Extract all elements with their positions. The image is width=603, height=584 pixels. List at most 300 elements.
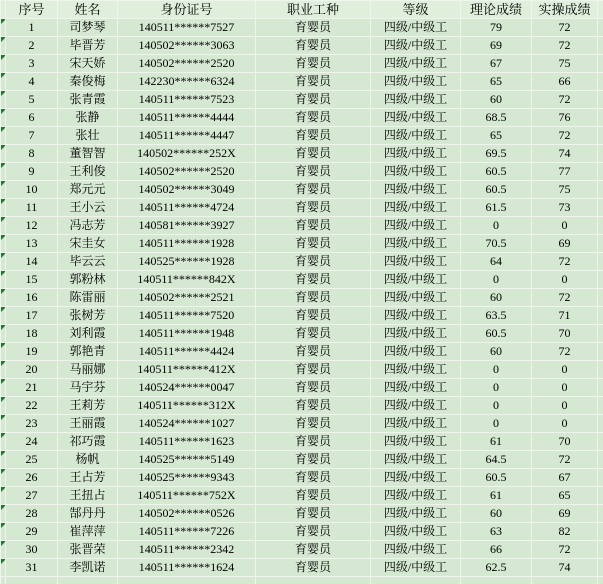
cell-theory-score[interactable]: 60 [461,343,532,361]
left-partial-cell[interactable] [1,163,6,181]
column-header-index[interactable]: 序号 [6,1,58,19]
cell-id-number[interactable]: 140502******2520 [118,163,256,181]
cell-theory-score[interactable]: 64.5 [461,451,532,469]
cell-id-number[interactable]: 140511******4724 [118,199,256,217]
cell-index[interactable]: 1 [6,19,58,37]
cell-occupation[interactable]: 育婴员 [256,487,371,505]
cell-theory-score[interactable]: 60.5 [461,181,532,199]
cell-name[interactable]: 王小云 [58,199,118,217]
cell-practical-score[interactable]: 72 [532,451,598,469]
cell-occupation[interactable]: 育婴员 [256,433,371,451]
cell-theory-score[interactable]: 64 [461,253,532,271]
cell-theory-score[interactable]: 66 [461,541,532,559]
cell-practical-score[interactable]: 72 [532,127,598,145]
cell-id-number[interactable]: 140511******1948 [118,325,256,343]
cell-theory-score[interactable]: 63.5 [461,307,532,325]
right-partial-cell[interactable] [598,253,603,271]
right-partial-cell[interactable] [598,505,603,523]
cell-practical-score[interactable]: 71 [532,307,598,325]
empty-cell[interactable] [461,577,532,584]
right-partial-cell[interactable] [598,127,603,145]
cell-id-number[interactable]: 140511******312X [118,397,256,415]
left-partial-cell[interactable] [1,361,6,379]
cell-index[interactable]: 4 [6,73,58,91]
cell-index[interactable]: 17 [6,307,58,325]
cell-index[interactable]: 11 [6,199,58,217]
cell-theory-score[interactable]: 0 [461,217,532,235]
right-partial-cell[interactable] [598,181,603,199]
right-partial-cell[interactable] [598,487,603,505]
cell-theory-score[interactable]: 65 [461,127,532,145]
cell-grade[interactable]: 四级/中级工 [371,181,461,199]
cell-grade[interactable]: 四级/中级工 [371,109,461,127]
cell-grade[interactable]: 四级/中级工 [371,361,461,379]
cell-theory-score[interactable]: 60 [461,289,532,307]
cell-theory-score[interactable]: 0 [461,361,532,379]
left-partial-cell[interactable] [1,91,6,109]
cell-theory-score[interactable]: 0 [461,379,532,397]
cell-occupation[interactable]: 育婴员 [256,451,371,469]
right-partial-cell[interactable] [598,523,603,541]
cell-practical-score[interactable]: 72 [532,37,598,55]
cell-theory-score[interactable]: 63 [461,523,532,541]
cell-name[interactable]: 杨帆 [58,451,118,469]
cell-occupation[interactable]: 育婴员 [256,19,371,37]
cell-id-number[interactable]: 140525******9343 [118,469,256,487]
left-partial-cell[interactable] [1,181,6,199]
cell-id-number[interactable]: 140511******7523 [118,91,256,109]
cell-id-number[interactable]: 140511******4447 [118,127,256,145]
empty-cell[interactable] [598,577,603,584]
cell-name[interactable]: 祁巧霞 [58,433,118,451]
right-partial-cell[interactable] [598,379,603,397]
left-partial-cell[interactable] [1,469,6,487]
cell-id-number[interactable]: 142230******6324 [118,73,256,91]
error-indicator-triangle [1,289,6,294]
cell-theory-score[interactable]: 61 [461,487,532,505]
left-partial-cell[interactable] [1,145,6,163]
cell-name[interactable]: 王莉芳 [58,397,118,415]
cell-grade[interactable]: 四级/中级工 [371,433,461,451]
cell-theory-score[interactable]: 61 [461,433,532,451]
cell-grade[interactable]: 四级/中级工 [371,469,461,487]
right-partial-cell[interactable] [598,271,603,289]
cell-theory-score[interactable]: 60.5 [461,163,532,181]
cell-occupation[interactable]: 育婴员 [256,523,371,541]
cell-practical-score[interactable]: 74 [532,559,598,577]
cell-occupation[interactable]: 育婴员 [256,271,371,289]
cell-theory-score[interactable]: 65 [461,73,532,91]
cell-practical-score[interactable]: 73 [532,199,598,217]
cell-practical-score[interactable]: 65 [532,487,598,505]
right-partial-cell[interactable] [598,199,603,217]
cell-name[interactable]: 张树芳 [58,307,118,325]
left-partial-cell[interactable] [1,199,6,217]
cell-name[interactable]: 毕云云 [58,253,118,271]
right-partial-cell[interactable] [598,235,603,253]
cell-name[interactable]: 刘利霞 [58,325,118,343]
column-header-id-number[interactable]: 身份证号 [118,1,256,19]
left-partial-cell[interactable] [1,379,6,397]
cell-id-number[interactable]: 140511******2342 [118,541,256,559]
cell-practical-score[interactable]: 75 [532,55,598,73]
cell-index[interactable]: 21 [6,379,58,397]
cell-practical-score[interactable]: 0 [532,397,598,415]
cell-grade[interactable]: 四级/中级工 [371,91,461,109]
left-partial-column-header[interactable] [1,1,6,19]
left-partial-cell[interactable] [1,271,6,289]
cell-theory-score[interactable]: 69.5 [461,145,532,163]
cell-theory-score[interactable]: 60.5 [461,325,532,343]
cell-id-number[interactable]: 140511******842X [118,271,256,289]
cell-grade[interactable]: 四级/中级工 [371,127,461,145]
cell-name[interactable]: 郭艳青 [58,343,118,361]
right-partial-cell[interactable] [598,289,603,307]
cell-grade[interactable]: 四级/中级工 [371,379,461,397]
left-partial-cell[interactable] [1,433,6,451]
cell-index[interactable]: 31 [6,559,58,577]
cell-theory-score[interactable]: 61.5 [461,199,532,217]
left-partial-cell[interactable] [1,451,6,469]
right-partial-cell[interactable] [598,145,603,163]
cell-grade[interactable]: 四级/中级工 [371,487,461,505]
right-partial-cell[interactable] [598,91,603,109]
right-partial-cell[interactable] [598,73,603,91]
cell-practical-score[interactable]: 75 [532,181,598,199]
left-partial-cell[interactable] [1,415,6,433]
left-partial-cell[interactable] [1,127,6,145]
cell-name[interactable]: 张青霞 [58,91,118,109]
cell-id-number[interactable]: 140502******252X [118,145,256,163]
right-partial-cell[interactable] [598,361,603,379]
cell-id-number[interactable]: 140511******7226 [118,523,256,541]
right-partial-cell[interactable] [598,559,603,577]
cell-index[interactable]: 8 [6,145,58,163]
cell-grade[interactable]: 四级/中级工 [371,397,461,415]
cell-theory-score[interactable]: 0 [461,415,532,433]
cell-occupation[interactable]: 育婴员 [256,55,371,73]
cell-occupation[interactable]: 育婴员 [256,145,371,163]
cell-name[interactable]: 马宇芬 [58,379,118,397]
cell-grade[interactable]: 四级/中级工 [371,163,461,181]
left-partial-cell[interactable] [1,487,6,505]
cell-practical-score[interactable]: 69 [532,505,598,523]
cell-theory-score[interactable]: 67 [461,55,532,73]
cell-theory-score[interactable]: 60 [461,505,532,523]
cell-name[interactable]: 张壮 [58,127,118,145]
cell-id-number[interactable]: 140511******7520 [118,307,256,325]
empty-cell[interactable] [532,577,598,584]
cell-id-number[interactable]: 140525******1928 [118,253,256,271]
left-partial-cell[interactable] [1,307,6,325]
cell-practical-score[interactable]: 67 [532,469,598,487]
cell-id-number[interactable]: 140524******1027 [118,415,256,433]
cell-grade[interactable]: 四级/中级工 [371,145,461,163]
cell-practical-score[interactable]: 72 [532,289,598,307]
right-partial-column-header[interactable] [598,1,603,19]
cell-id-number[interactable]: 140502******3063 [118,37,256,55]
left-partial-cell[interactable] [1,73,6,91]
cell-index[interactable]: 9 [6,163,58,181]
right-partial-cell[interactable] [598,55,603,73]
cell-index[interactable]: 25 [6,451,58,469]
cell-name[interactable]: 郑元元 [58,181,118,199]
cell-occupation[interactable]: 育婴员 [256,415,371,433]
left-partial-cell[interactable] [1,559,6,577]
empty-cell[interactable] [58,577,118,584]
right-partial-cell[interactable] [598,343,603,361]
cell-occupation[interactable]: 育婴员 [256,163,371,181]
cell-grade[interactable]: 四级/中级工 [371,199,461,217]
cell-grade[interactable]: 四级/中级工 [371,559,461,577]
cell-id-number[interactable]: 140524******0047 [118,379,256,397]
left-partial-cell[interactable] [1,19,6,37]
cell-name[interactable]: 李凯诺 [58,559,118,577]
left-partial-cell[interactable] [1,55,6,73]
cell-index[interactable]: 22 [6,397,58,415]
cell-name[interactable]: 崔萍萍 [58,523,118,541]
cell-name[interactable]: 王占芳 [58,469,118,487]
cell-index[interactable]: 30 [6,541,58,559]
left-partial-cell[interactable] [1,217,6,235]
column-header-occupation[interactable]: 职业工种 [256,1,371,19]
cell-practical-score[interactable]: 72 [532,541,598,559]
cell-practical-score[interactable]: 0 [532,379,598,397]
cell-index[interactable]: 20 [6,361,58,379]
cell-occupation[interactable]: 育婴员 [256,127,371,145]
cell-occupation[interactable]: 育婴员 [256,181,371,199]
cell-index[interactable]: 5 [6,91,58,109]
cell-index[interactable]: 16 [6,289,58,307]
cell-name[interactable]: 郭粉林 [58,271,118,289]
cell-practical-score[interactable]: 74 [532,145,598,163]
cell-name[interactable]: 张静 [58,109,118,127]
cell-index[interactable]: 27 [6,487,58,505]
cell-occupation[interactable]: 育婴员 [256,289,371,307]
cell-id-number[interactable]: 140511******752X [118,487,256,505]
cell-theory-score[interactable]: 68.5 [461,109,532,127]
cell-occupation[interactable]: 育婴员 [256,325,371,343]
cell-index[interactable]: 12 [6,217,58,235]
cell-occupation[interactable]: 育婴员 [256,505,371,523]
cell-index[interactable]: 18 [6,325,58,343]
cell-practical-score[interactable]: 77 [532,163,598,181]
cell-practical-score[interactable]: 82 [532,523,598,541]
empty-cell[interactable] [118,577,256,584]
cell-name[interactable]: 司梦琴 [58,19,118,37]
cell-index[interactable]: 3 [6,55,58,73]
cell-grade[interactable]: 四级/中级工 [371,55,461,73]
cell-id-number[interactable]: 140511******1624 [118,559,256,577]
cell-grade[interactable]: 四级/中级工 [371,523,461,541]
cell-practical-score[interactable]: 0 [532,415,598,433]
cell-occupation[interactable]: 育婴员 [256,343,371,361]
right-partial-cell[interactable] [598,163,603,181]
cell-grade[interactable]: 四级/中级工 [371,289,461,307]
cell-practical-score[interactable]: 70 [532,433,598,451]
empty-cell[interactable] [371,577,461,584]
cell-practical-score[interactable]: 76 [532,109,598,127]
cell-practical-score[interactable]: 72 [532,253,598,271]
cell-grade[interactable]: 四级/中级工 [371,217,461,235]
right-partial-cell[interactable] [598,397,603,415]
left-partial-cell[interactable] [1,235,6,253]
cell-occupation[interactable]: 育婴员 [256,199,371,217]
cell-id-number[interactable]: 140502******0526 [118,505,256,523]
right-partial-cell[interactable] [598,541,603,559]
right-partial-cell[interactable] [598,109,603,127]
cell-grade[interactable]: 四级/中级工 [371,505,461,523]
cell-grade[interactable]: 四级/中级工 [371,271,461,289]
cell-occupation[interactable]: 育婴员 [256,37,371,55]
right-partial-cell[interactable] [598,307,603,325]
cell-grade[interactable]: 四级/中级工 [371,415,461,433]
cell-name[interactable]: 宋天娇 [58,55,118,73]
cell-name[interactable]: 冯志芳 [58,217,118,235]
cell-practical-score[interactable]: 66 [532,73,598,91]
cell-theory-score[interactable]: 0 [461,271,532,289]
cell-name[interactable]: 毕晋芳 [58,37,118,55]
empty-cell[interactable] [256,577,371,584]
cell-index[interactable]: 10 [6,181,58,199]
cell-practical-score[interactable]: 0 [532,361,598,379]
cell-practical-score[interactable]: 72 [532,19,598,37]
cell-theory-score[interactable]: 60 [461,91,532,109]
cell-name[interactable]: 王丽霞 [58,415,118,433]
cell-theory-score[interactable]: 70.5 [461,235,532,253]
cell-index[interactable]: 23 [6,415,58,433]
cell-grade[interactable]: 四级/中级工 [371,451,461,469]
left-partial-cell[interactable] [1,541,6,559]
cell-index[interactable]: 29 [6,523,58,541]
column-header-name[interactable]: 姓名 [58,1,118,19]
cell-id-number[interactable]: 140502******3049 [118,181,256,199]
cell-occupation[interactable]: 育婴员 [256,379,371,397]
cell-name[interactable]: 王利俊 [58,163,118,181]
left-partial-cell[interactable] [1,109,6,127]
cell-occupation[interactable]: 育婴员 [256,235,371,253]
cell-name[interactable]: 董智智 [58,145,118,163]
cell-occupation[interactable]: 育婴员 [256,253,371,271]
cell-grade[interactable]: 四级/中级工 [371,235,461,253]
cell-id-number[interactable]: 140502******2521 [118,289,256,307]
cell-id-number[interactable]: 140511******4444 [118,109,256,127]
left-partial-cell[interactable] [1,523,6,541]
cell-id-number[interactable]: 140511******7527 [118,19,256,37]
cell-grade[interactable]: 四级/中级工 [371,325,461,343]
cell-grade[interactable]: 四级/中级工 [371,253,461,271]
cell-practical-score[interactable]: 72 [532,91,598,109]
left-partial-cell[interactable] [1,397,6,415]
left-partial-cell[interactable] [1,37,6,55]
cell-occupation[interactable]: 育婴员 [256,109,371,127]
cell-index[interactable]: 7 [6,127,58,145]
cell-name[interactable]: 王扭占 [58,487,118,505]
left-partial-cell[interactable] [1,343,6,361]
cell-index[interactable]: 14 [6,253,58,271]
right-partial-cell[interactable] [598,433,603,451]
cell-grade[interactable]: 四级/中级工 [371,37,461,55]
column-header-grade[interactable]: 等级 [371,1,461,19]
empty-cell[interactable] [6,577,58,584]
cell-index[interactable]: 15 [6,271,58,289]
right-partial-cell[interactable] [598,37,603,55]
cell-grade[interactable]: 四级/中级工 [371,343,461,361]
cell-practical-score[interactable]: 72 [532,343,598,361]
right-partial-cell[interactable] [598,415,603,433]
cell-occupation[interactable]: 育婴员 [256,397,371,415]
cell-name[interactable]: 马丽娜 [58,361,118,379]
right-partial-cell[interactable] [598,217,603,235]
right-partial-cell[interactable] [598,451,603,469]
cell-grade[interactable]: 四级/中级工 [371,73,461,91]
cell-index[interactable]: 2 [6,37,58,55]
cell-name[interactable]: 郜丹丹 [58,505,118,523]
right-partial-cell[interactable] [598,469,603,487]
cell-practical-score[interactable]: 69 [532,235,598,253]
table-row [1,163,603,181]
cell-name[interactable]: 秦俊梅 [58,73,118,91]
cell-id-number[interactable]: 140581******3927 [118,217,256,235]
cell-id-number[interactable]: 140511******1928 [118,235,256,253]
cell-occupation[interactable]: 育婴员 [256,361,371,379]
cell-grade[interactable]: 四级/中级工 [371,541,461,559]
cell-practical-score[interactable]: 0 [532,217,598,235]
cell-index[interactable]: 13 [6,235,58,253]
cell-id-number[interactable]: 140502******2520 [118,55,256,73]
cell-occupation[interactable]: 育婴员 [256,91,371,109]
cell-grade[interactable]: 四级/中级工 [371,19,461,37]
cell-occupation[interactable]: 育婴员 [256,469,371,487]
cell-index[interactable]: 24 [6,433,58,451]
cell-index[interactable]: 28 [6,505,58,523]
cell-practical-score[interactable]: 0 [532,271,598,289]
error-indicator-triangle [1,559,6,564]
cell-theory-score[interactable]: 69 [461,37,532,55]
cell-practical-score[interactable]: 70 [532,325,598,343]
cell-occupation[interactable]: 育婴员 [256,541,371,559]
cell-name[interactable]: 张晋荣 [58,541,118,559]
cell-id-number[interactable]: 140511******412X [118,361,256,379]
cell-id-number[interactable]: 140511******1623 [118,433,256,451]
cell-index[interactable]: 19 [6,343,58,361]
left-partial-cell[interactable] [1,289,6,307]
cell-theory-score[interactable]: 0 [461,397,532,415]
table-row [1,415,603,433]
cell-theory-score[interactable]: 62.5 [461,559,532,577]
cell-occupation[interactable]: 育婴员 [256,217,371,235]
cell-theory-score[interactable]: 79 [461,19,532,37]
column-header-theory-score[interactable]: 理论成绩 [461,1,532,19]
cell-name[interactable]: 陈雷丽 [58,289,118,307]
cell-occupation[interactable]: 育婴员 [256,73,371,91]
column-header-practical-score[interactable]: 实操成绩 [532,1,598,19]
cell-occupation[interactable]: 育婴员 [256,559,371,577]
left-partial-cell[interactable] [1,253,6,271]
left-partial-cell[interactable] [1,325,6,343]
cell-grade[interactable]: 四级/中级工 [371,307,461,325]
left-partial-cell[interactable] [1,505,6,523]
cell-id-number[interactable]: 140511******4424 [118,343,256,361]
cell-index[interactable]: 6 [6,109,58,127]
cell-id-number[interactable]: 140525******5149 [118,451,256,469]
cell-occupation[interactable]: 育婴员 [256,307,371,325]
cell-name[interactable]: 宋圭女 [58,235,118,253]
cell-theory-score[interactable]: 60.5 [461,469,532,487]
right-partial-cell[interactable] [598,325,603,343]
cell-index[interactable]: 26 [6,469,58,487]
right-partial-cell[interactable] [598,19,603,37]
